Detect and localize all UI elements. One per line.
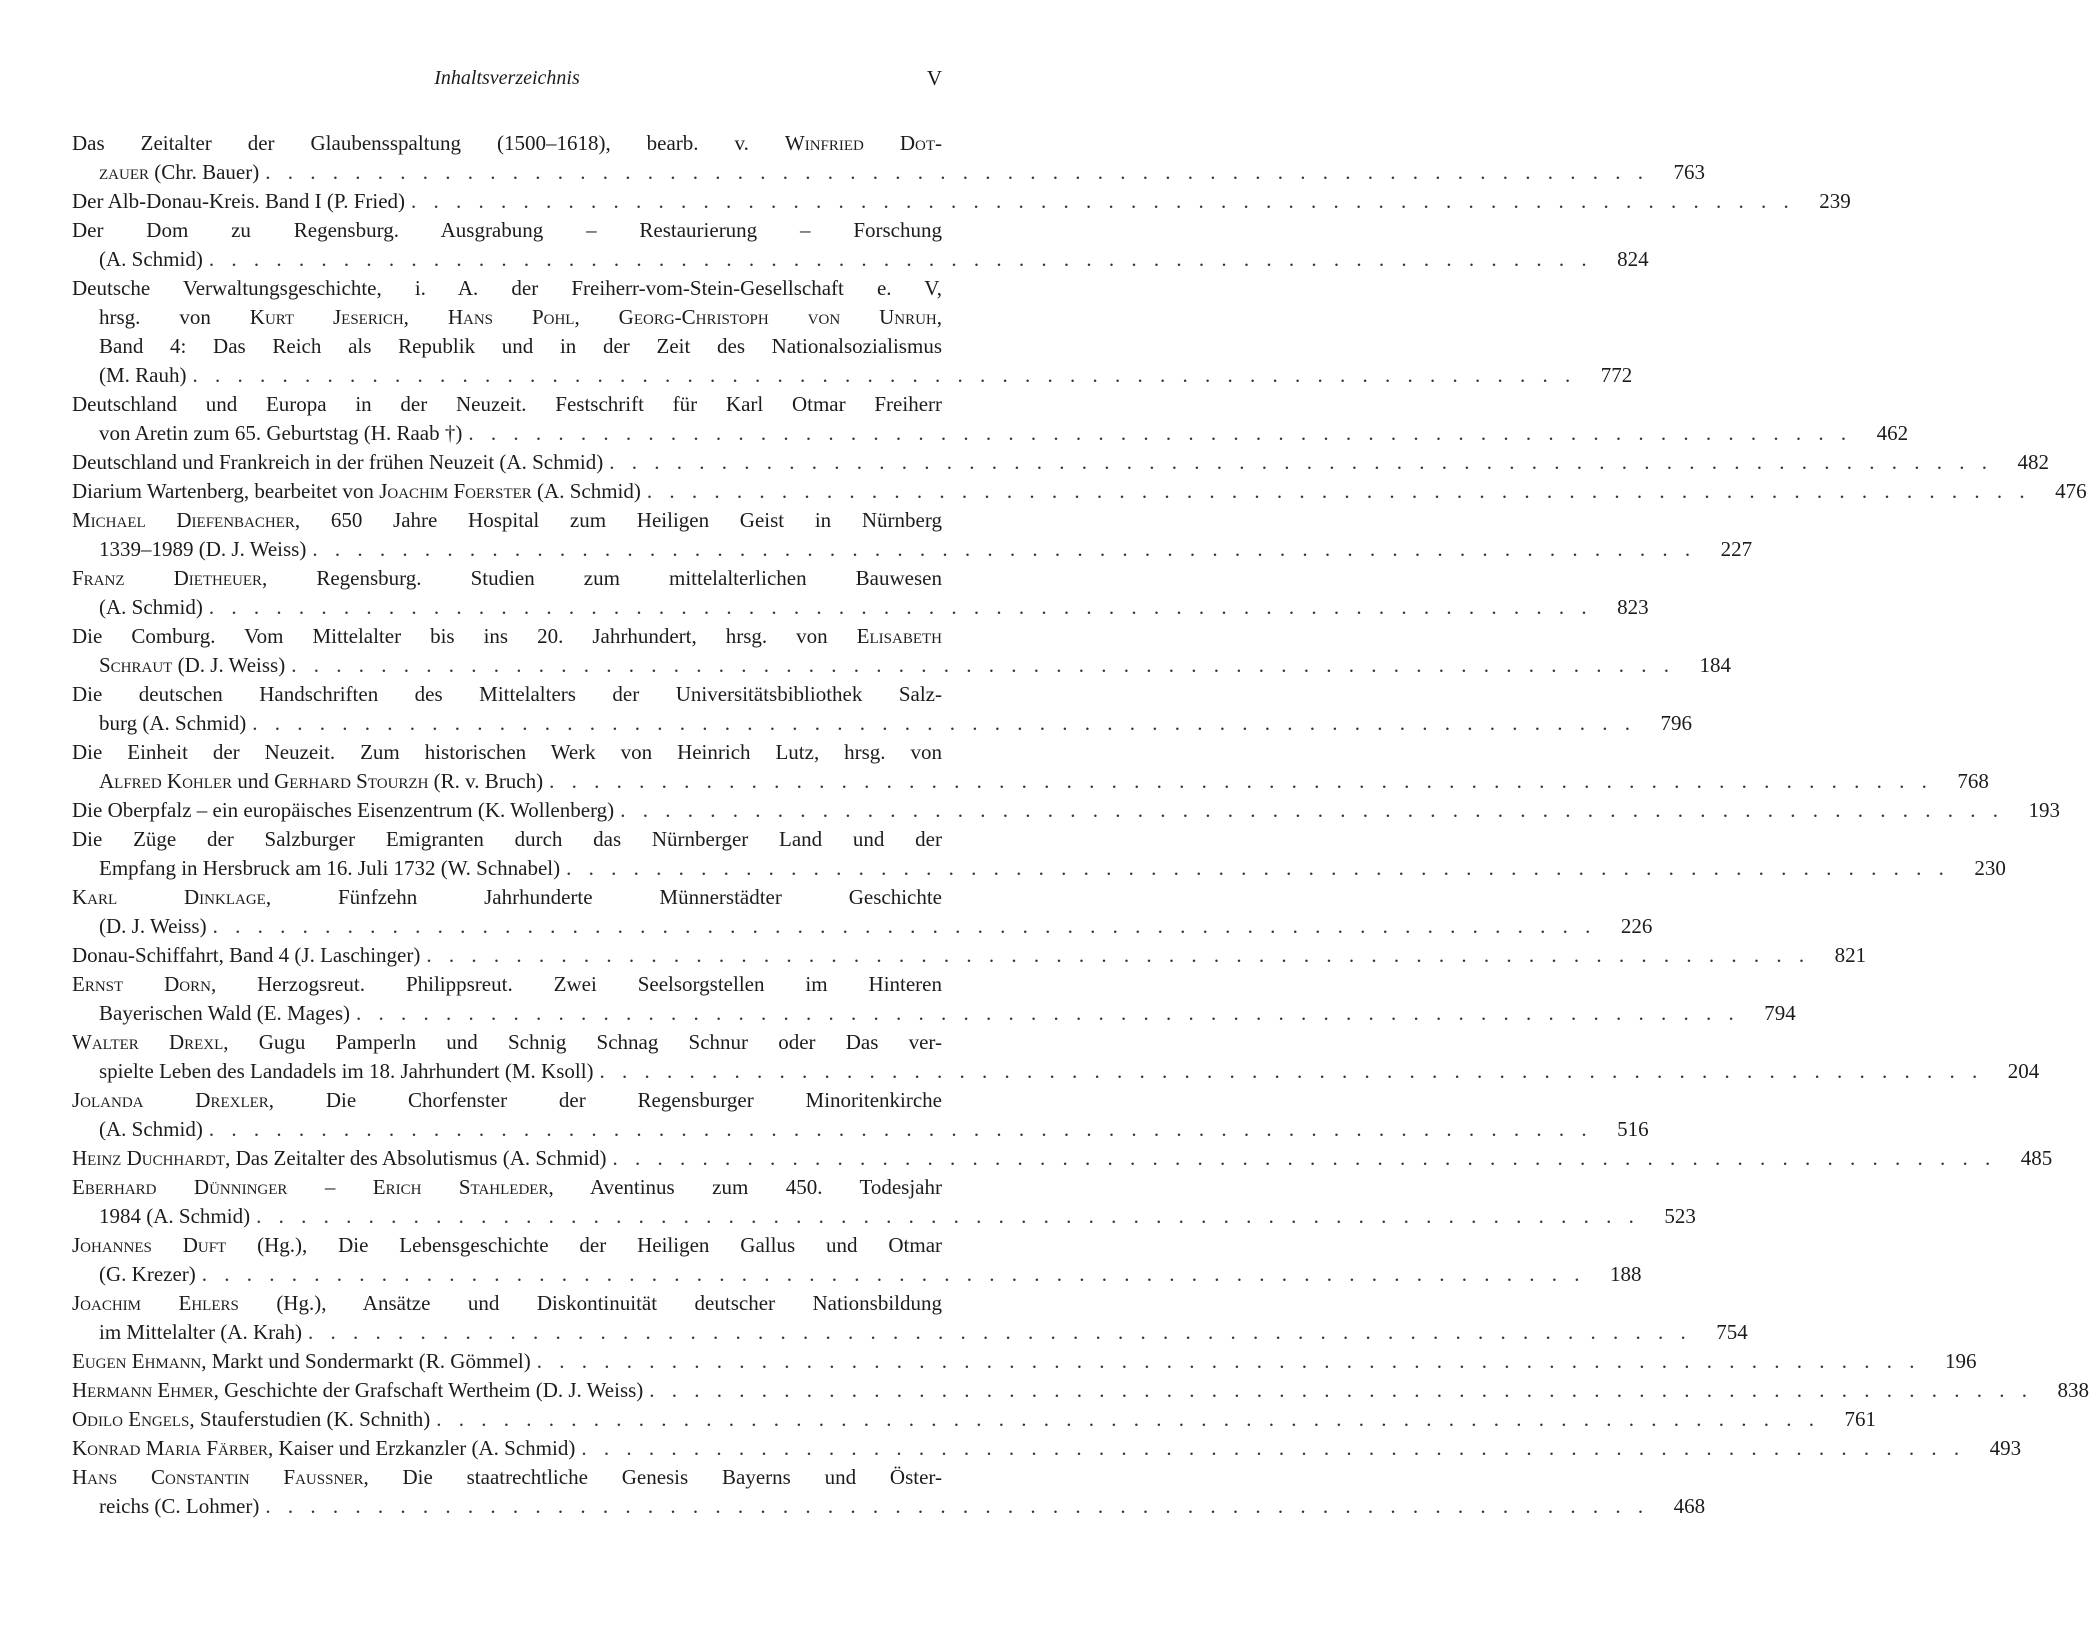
toc-entry [72,883,1653,941]
toc-entry-line [72,158,1705,187]
entry-text: im Mittelalter (A. Krah) [99,1320,302,1344]
page-reference: 523 [1664,1204,1696,1228]
toc-entry-line [72,1028,942,1057]
entry-text: Das Zeitalter des Absolutismus (A. Schmid) [230,1146,607,1170]
page-reference: 184 [1699,653,1731,677]
toc-entry-line [72,651,1731,680]
toc-entry-line [72,999,1796,1028]
entry-text: Markt und Sondermarkt (R. Gömmel) [206,1349,531,1373]
entry-text: Kaiser und Erzkanzler (A. Schmid) [273,1436,576,1460]
toc-entry-line [72,506,942,535]
toc-entry [72,448,2050,477]
author-name: Ernst Dorn, [72,972,217,996]
toc-entry-line [72,216,942,245]
entry-text: Die deutschen Handschriften des Mittelalters der Universitätsbibliothek Salz- [72,682,942,706]
dot-leader: . . . . . . . . . . . . . . . . . . . . . . . . . . . . . . . . . . . . . . . . . . . . . . . . . . . . . . . . . . . . . . [312,537,1697,561]
toc-entry-line [72,1231,942,1260]
toc-entry-line [72,1463,942,1492]
entry-text: Gugu Pamperln und Schnig Schnag Schnur oder Das ver- [228,1030,942,1054]
toc-entry-line [72,1318,1748,1347]
entry-text: Deutschland und Frankreich in der frühen Neuzeit (A. Schmid) [72,450,604,474]
toc-entry [72,1231,1642,1289]
author-name: Joachim Ehlers [72,1291,239,1315]
entry-text: Die Comburg. Vom Mittelalter bis ins 20. Jahrhundert, hrsg. von [72,624,857,648]
toc-entry [72,1434,2022,1463]
entry-text: (D. J. Weiss) [99,914,207,938]
dot-leader: . . . . . . . . . . . . . . . . . . . . . . . . . . . . . . . . . . . . . . . . . . . . . . . . . . . . . . . . . . . . . . [265,160,1649,184]
toc-entry-line [72,1492,1706,1521]
page-reference: 193 [2028,798,2060,822]
author-name: Elisabeth [856,624,942,648]
toc-entry [72,1173,1696,1231]
page-number: V [926,66,942,90]
toc-entry-line [72,912,1653,941]
toc-entry-line [72,535,1753,564]
entry-text: hrsg. von [99,305,250,329]
toc-entry-line [72,129,942,158]
author-name: Kurt Jeserich, Hans Pohl, Georg-Christoph von Unruh, [249,305,943,329]
dot-leader: . . . . . . . . . . . . . . . . . . . . . . . . . . . . . . . . . . . . . . . . . . . . . . . . . . . . . . . . . . . . . . [252,711,1636,735]
page-reference: 462 [1876,421,1909,445]
table-of-contents [72,129,2089,1521]
dot-leader: . . . . . . . . . . . . . . . . . . . . . . . . . . . . . . . . . . . . . . . . . . . . . . . . . . . . . . . . . . . . . . [356,1001,1740,1025]
page-reference: 516 [1617,1117,1649,1141]
dot-leader: . . . . . . . . . . . . . . . . . . . . . . . . . . . . . . . . . . . . . . . . . . . . . . . . . . . . . . . . . . . . . . [208,1117,1593,1141]
dot-leader: . . . . . . . . . . . . . . . . . . . . . . . . . . . . . . . . . . . . . . . . . . . . . . . . . . . . . . . . . . . . . . [612,1146,1997,1170]
page-reference: 823 [1617,595,1649,619]
entry-text: Bayerischen Wald (E. Mages) [99,1001,351,1025]
toc-entry-line [72,825,942,854]
entry-text: Regensburg. Studien zum mittelalterlichen Bauwesen [267,566,942,590]
toc-entry [72,390,1909,448]
toc-entry [72,564,1649,622]
dot-leader: . . . . . . . . . . . . . . . . . . . . . . . . . . . . . . . . . . . . . . . . . . . . . . . . . . . . . . . . . . . . . . [649,1378,2034,1402]
author-name: Alfred Kohler [99,769,233,793]
toc-entry-line [72,274,942,303]
page-reference: 226 [1620,914,1653,938]
dot-leader: . . . . . . . . . . . . . . . . . . . . . . . . . . . . . . . . . . . . . . . . . . . . . . . . . . . . . . . . . . . . . . [566,856,1950,880]
dot-leader: . . . . . . . . . . . . . . . . . . . . . . . . . . . . . . . . . . . . . . . . . . . . . . . . . . . . . . . . . . . . . . [599,1059,1984,1083]
entry-text: burg (A. Schmid) [99,711,247,735]
entry-text: Deutschland und Europa in der Neuzeit. Festschrift für Karl Otmar Freiherr [72,392,942,416]
toc-entry [72,1144,2053,1173]
toc-entry [72,680,1692,738]
toc-entry-line [72,564,942,593]
entry-text: (M. Rauh) [99,363,187,387]
entry-text: Fünfzehn Jahrhunderte Münnerstädter Geschichte [271,885,943,909]
dot-leader: . . . . . . . . . . . . . . . . . . . . . . . . . . . . . . . . . . . . . . . . . . . . . . . . . . . . . . . . . . . . . . [549,769,1933,793]
dot-leader: . . . . . . . . . . . . . . . . . . . . . . . . . . . . . . . . . . . . . . . . . . . . . . . . . . . . . . . . . . . . . . [208,247,1593,271]
toc-entry-line [72,332,942,361]
dot-leader: . . . . . . . . . . . . . . . . . . . . . . . . . . . . . . . . . . . . . . . . . . . . . . . . . . . . . . . . . . . . . . [307,1320,1692,1344]
author-name: Eberhard Dünninger – Erich Stahleder, [72,1175,554,1199]
page-reference: 754 [1716,1320,1748,1344]
entry-text: Geschichte der Grafschaft Wertheim (D. J. Weiss) [218,1378,644,1402]
author-name: Odilo Engels, [72,1407,195,1431]
toc-entry-line [72,1115,1649,1144]
toc-entry [72,825,2006,883]
entry-text: Der Alb-Donau-Kreis. Band I (P. Fried) [72,189,406,213]
page-reference: 468 [1673,1494,1706,1518]
entry-text: (R. v. Bruch) [428,769,544,793]
toc-entry [72,1289,1748,1347]
toc-entry-line [72,1057,2040,1086]
dot-leader: . . . . . . . . . . . . . . . . . . . . . . . . . . . . . . . . . . . . . . . . . . . . . . . . . . . . . . . . . . . . . . [426,943,1811,967]
page-reference: 493 [1989,1436,2022,1460]
toc-entry [72,1086,1649,1144]
page-header [72,64,942,92]
dot-leader: . . . . . . . . . . . . . . . . . . . . . . . . . . . . . . . . . . . . . . . . . . . . . . . . . . . . . . . . . . . . . . [411,189,1795,213]
toc-entry-line [72,1405,1877,1434]
author-name: Hermann Ehmer, [72,1378,219,1402]
entry-text: (D. J. Weiss) [172,653,286,677]
author-name: Winfried Dot- [784,131,943,155]
page-reference: 196 [1945,1349,1977,1373]
author-name: zauer [99,160,149,184]
dot-leader: . . . . . . . . . . . . . . . . . . . . . . . . . . . . . . . . . . . . . . . . . . . . . . . . . . . . . . . . . . . . . . [536,1349,1921,1373]
toc-entry-line [72,709,1692,738]
entry-text: Aventinus zum 450. Todesjahr [553,1175,942,1199]
dot-leader: . . . . . . . . . . . . . . . . . . . . . . . . . . . . . . . . . . . . . . . . . . . . . . . . . . . . . . . . . . . . . . [201,1262,1586,1286]
toc-entry-line [72,1173,942,1202]
page-reference: 485 [2020,1146,2053,1170]
entry-text: Die Chorfenster der Regensburger Minoritenkirche [274,1088,942,1112]
dot-leader: . . . . . . . . . . . . . . . . . . . . . . . . . . . . . . . . . . . . . . . . . . . . . . . . . . . . . . . . . . . . . . [265,1494,1650,1518]
author-name: Franz Dietheuer, [72,566,268,590]
toc-entry [72,941,1867,970]
toc-entry-line [72,361,1633,390]
author-name: Eugen Ehmann, [72,1349,207,1373]
toc-entry-line [72,1260,1642,1289]
page-reference: 239 [1819,189,1851,213]
author-name: Gerhard Stourzh [274,769,429,793]
entry-text: Band 4: Das Reich als Republik und in der Zeit des Nationalsozialismus [99,334,942,358]
dot-leader: . . . . . . . . . . . . . . . . . . . . . . . . . . . . . . . . . . . . . . . . . . . . . . . . . . . . . . . . . . . . . . [212,914,1597,938]
entry-text: Diarium Wartenberg, bearbeitet von [72,479,380,503]
entry-text: Deutsche Verwaltungsgeschichte, i. A. der Freiherr-vom-Stein-Gesellschaft e. V, [72,276,942,300]
toc-entry [72,970,1796,1028]
toc-entry-line [72,477,2087,506]
toc-entry-line [72,1289,942,1318]
dot-leader: . . . . . . . . . . . . . . . . . . . . . . . . . . . . . . . . . . . . . . . . . . . . . . . . . . . . . . . . . . . . . . [581,1436,1966,1460]
toc-entry-line [72,390,942,419]
entry-text: Herzogsreut. Philippsreut. Zwei Seelsorgstellen im Hinteren [216,972,942,996]
toc-entry-line [72,883,942,912]
page-reference: 796 [1660,711,1692,735]
page-reference: 772 [1600,363,1633,387]
entry-text: Die Züge der Salzburger Emigranten durch das Nürnberger Land und der [72,827,942,851]
toc-entry [72,274,1633,390]
toc-entry [72,506,1753,564]
author-name: Michael Diefenbacher, [72,508,301,532]
toc-entry-line [72,767,1989,796]
entry-text: (Chr. Bauer) [149,160,260,184]
entry-text: 1984 (A. Schmid) [99,1204,251,1228]
dot-leader: . . . . . . . . . . . . . . . . . . . . . . . . . . . . . . . . . . . . . . . . . . . . . . . . . . . . . . . . . . . . . . [291,653,1675,677]
author-name: Joachim Foerster [379,479,532,503]
page-reference: 227 [1720,537,1753,561]
entry-text: Donau-Schiffahrt, Band 4 (J. Laschinger) [72,943,421,967]
entry-text: 650 Jahre Hospital zum Heiligen Geist in Nürnberg [300,508,942,532]
entry-text: spielte Leben des Landadels im 18. Jahrhundert (M. Ksoll) [99,1059,594,1083]
entry-text: (G. Krezer) [99,1262,196,1286]
page-reference: 794 [1764,1001,1796,1025]
entry-text: (A. Schmid) [99,247,203,271]
page-reference: 230 [1974,856,2006,880]
toc-entry [72,129,1705,187]
toc-entry-line [72,593,1649,622]
page-reference: 476 [2055,479,2087,503]
entry-text: Das Zeitalter der Glaubensspaltung (1500–1618), bearb. v. [72,131,785,155]
author-name: Heinz Duchhardt, [72,1146,231,1170]
entry-text: Die Einheit der Neuzeit. Zum historischen Werk von Heinrich Lutz, hrsg. von [72,740,942,764]
entry-text: (Hg.), Ansätze und Diskontinuität deutscher Nationsbildung [238,1291,942,1315]
toc-entry [72,796,2060,825]
dot-leader: . . . . . . . . . . . . . . . . . . . . . . . . . . . . . . . . . . . . . . . . . . . . . . . . . . . . . . . . . . . . . . [256,1204,1640,1228]
entry-text: 1339–1989 (D. J. Weiss) [99,537,307,561]
entry-text: Die Oberpfalz – ein europäisches Eisenzentrum (K. Wollenberg) [72,798,615,822]
toc-entry-line [72,1347,1977,1376]
dot-leader: . . . . . . . . . . . . . . . . . . . . . . . . . . . . . . . . . . . . . . . . . . . . . . . . . . . . . . . . . . . . . . [646,479,2031,503]
toc-entry-line [72,1376,2089,1405]
entry-text: (A. Schmid) [99,595,203,619]
toc-entry [72,216,1649,274]
page-reference: 763 [1673,160,1705,184]
toc-entry-line [72,1202,1696,1231]
author-name: Schraut [99,653,173,677]
author-name: Hans Constantin Faussner, [72,1465,369,1489]
toc-entry-line [72,738,942,767]
toc-entry-line [72,796,2060,825]
page-reference: 824 [1617,247,1649,271]
page-reference: 204 [2007,1059,2040,1083]
toc-entry [72,187,1851,216]
toc-entry-line [72,622,942,651]
entry-text: Die staatrechtliche Genesis Bayerns und Öster- [368,1465,942,1489]
running-title: Inhaltsverzeichnis [434,67,580,89]
toc-entry-line [72,448,2050,477]
toc-entry-line [72,1086,942,1115]
toc-entry [72,738,1989,796]
toc-entry [72,1028,2040,1086]
dot-leader: . . . . . . . . . . . . . . . . . . . . . . . . . . . . . . . . . . . . . . . . . . . . . . . . . . . . . . . . . . . . . . [609,450,1994,474]
toc-entry-line [72,970,942,999]
author-name: Konrad Maria Färber, [72,1436,274,1460]
dot-leader: . . . . . . . . . . . . . . . . . . . . . . . . . . . . . . . . . . . . . . . . . . . . . . . . . . . . . . . . . . . . . . [468,421,1853,445]
toc-entry-line [72,680,942,709]
toc-entry-line [72,1144,2053,1173]
author-name: Karl Dinklage, [72,885,272,909]
toc-entry-line [72,303,942,332]
page-reference: 188 [1610,1262,1642,1286]
entry-text: von Aretin zum 65. Geburtstag (H. Raab †) [99,421,463,445]
dot-leader: . . . . . . . . . . . . . . . . . . . . . . . . . . . . . . . . . . . . . . . . . . . . . . . . . . . . . . . . . . . . . . [208,595,1593,619]
page-reference: 838 [2057,1378,2089,1402]
page-reference: 761 [1844,1407,1877,1431]
toc-entry [72,1347,1977,1376]
page-reference: 821 [1834,943,1867,967]
toc-entry-line [72,1434,2022,1463]
toc-entry-line [72,941,1867,970]
entry-text: (Hg.), Die Lebensgeschichte der Heiligen Gallus und Otmar [226,1233,943,1257]
entry-text: Empfang in Hersbruck am 16. Juli 1732 (W. Schnabel) [99,856,561,880]
toc-entry-line [72,419,1909,448]
dot-leader: . . . . . . . . . . . . . . . . . . . . . . . . . . . . . . . . . . . . . . . . . . . . . . . . . . . . . . . . . . . . . . [436,1407,1821,1431]
entry-text: reichs (C. Lohmer) [99,1494,260,1518]
dot-leader: . . . . . . . . . . . . . . . . . . . . . . . . . . . . . . . . . . . . . . . . . . . . . . . . . . . . . . . . . . . . . . [620,798,2004,822]
toc-entry [72,1463,1706,1521]
toc-entry [72,1405,1877,1434]
entry-text: Der Dom zu Regensburg. Ausgrabung – Restaurierung – Forschung [72,218,942,242]
toc-entry [72,622,1731,680]
entry-text: (A. Schmid) [99,1117,203,1141]
author-name: Walter Drexl, [72,1030,229,1054]
dot-leader: . . . . . . . . . . . . . . . . . . . . . . . . . . . . . . . . . . . . . . . . . . . . . . . . . . . . . . . . . . . . . . [192,363,1577,387]
author-name: Johannes Duft [72,1233,227,1257]
toc-entry [72,477,2087,506]
toc-entry-line [72,245,1649,274]
toc-entry-line [72,187,1851,216]
toc-entry-line [72,854,2006,883]
author-name: Jolanda Drexler, [72,1088,275,1112]
entry-text: und [232,769,275,793]
entry-text: Stauferstudien (K. Schnith) [194,1407,431,1431]
page-reference: 768 [1957,769,1989,793]
toc-entry [72,1376,2089,1405]
page-reference: 482 [2017,450,2050,474]
entry-text: (A. Schmid) [531,479,641,503]
